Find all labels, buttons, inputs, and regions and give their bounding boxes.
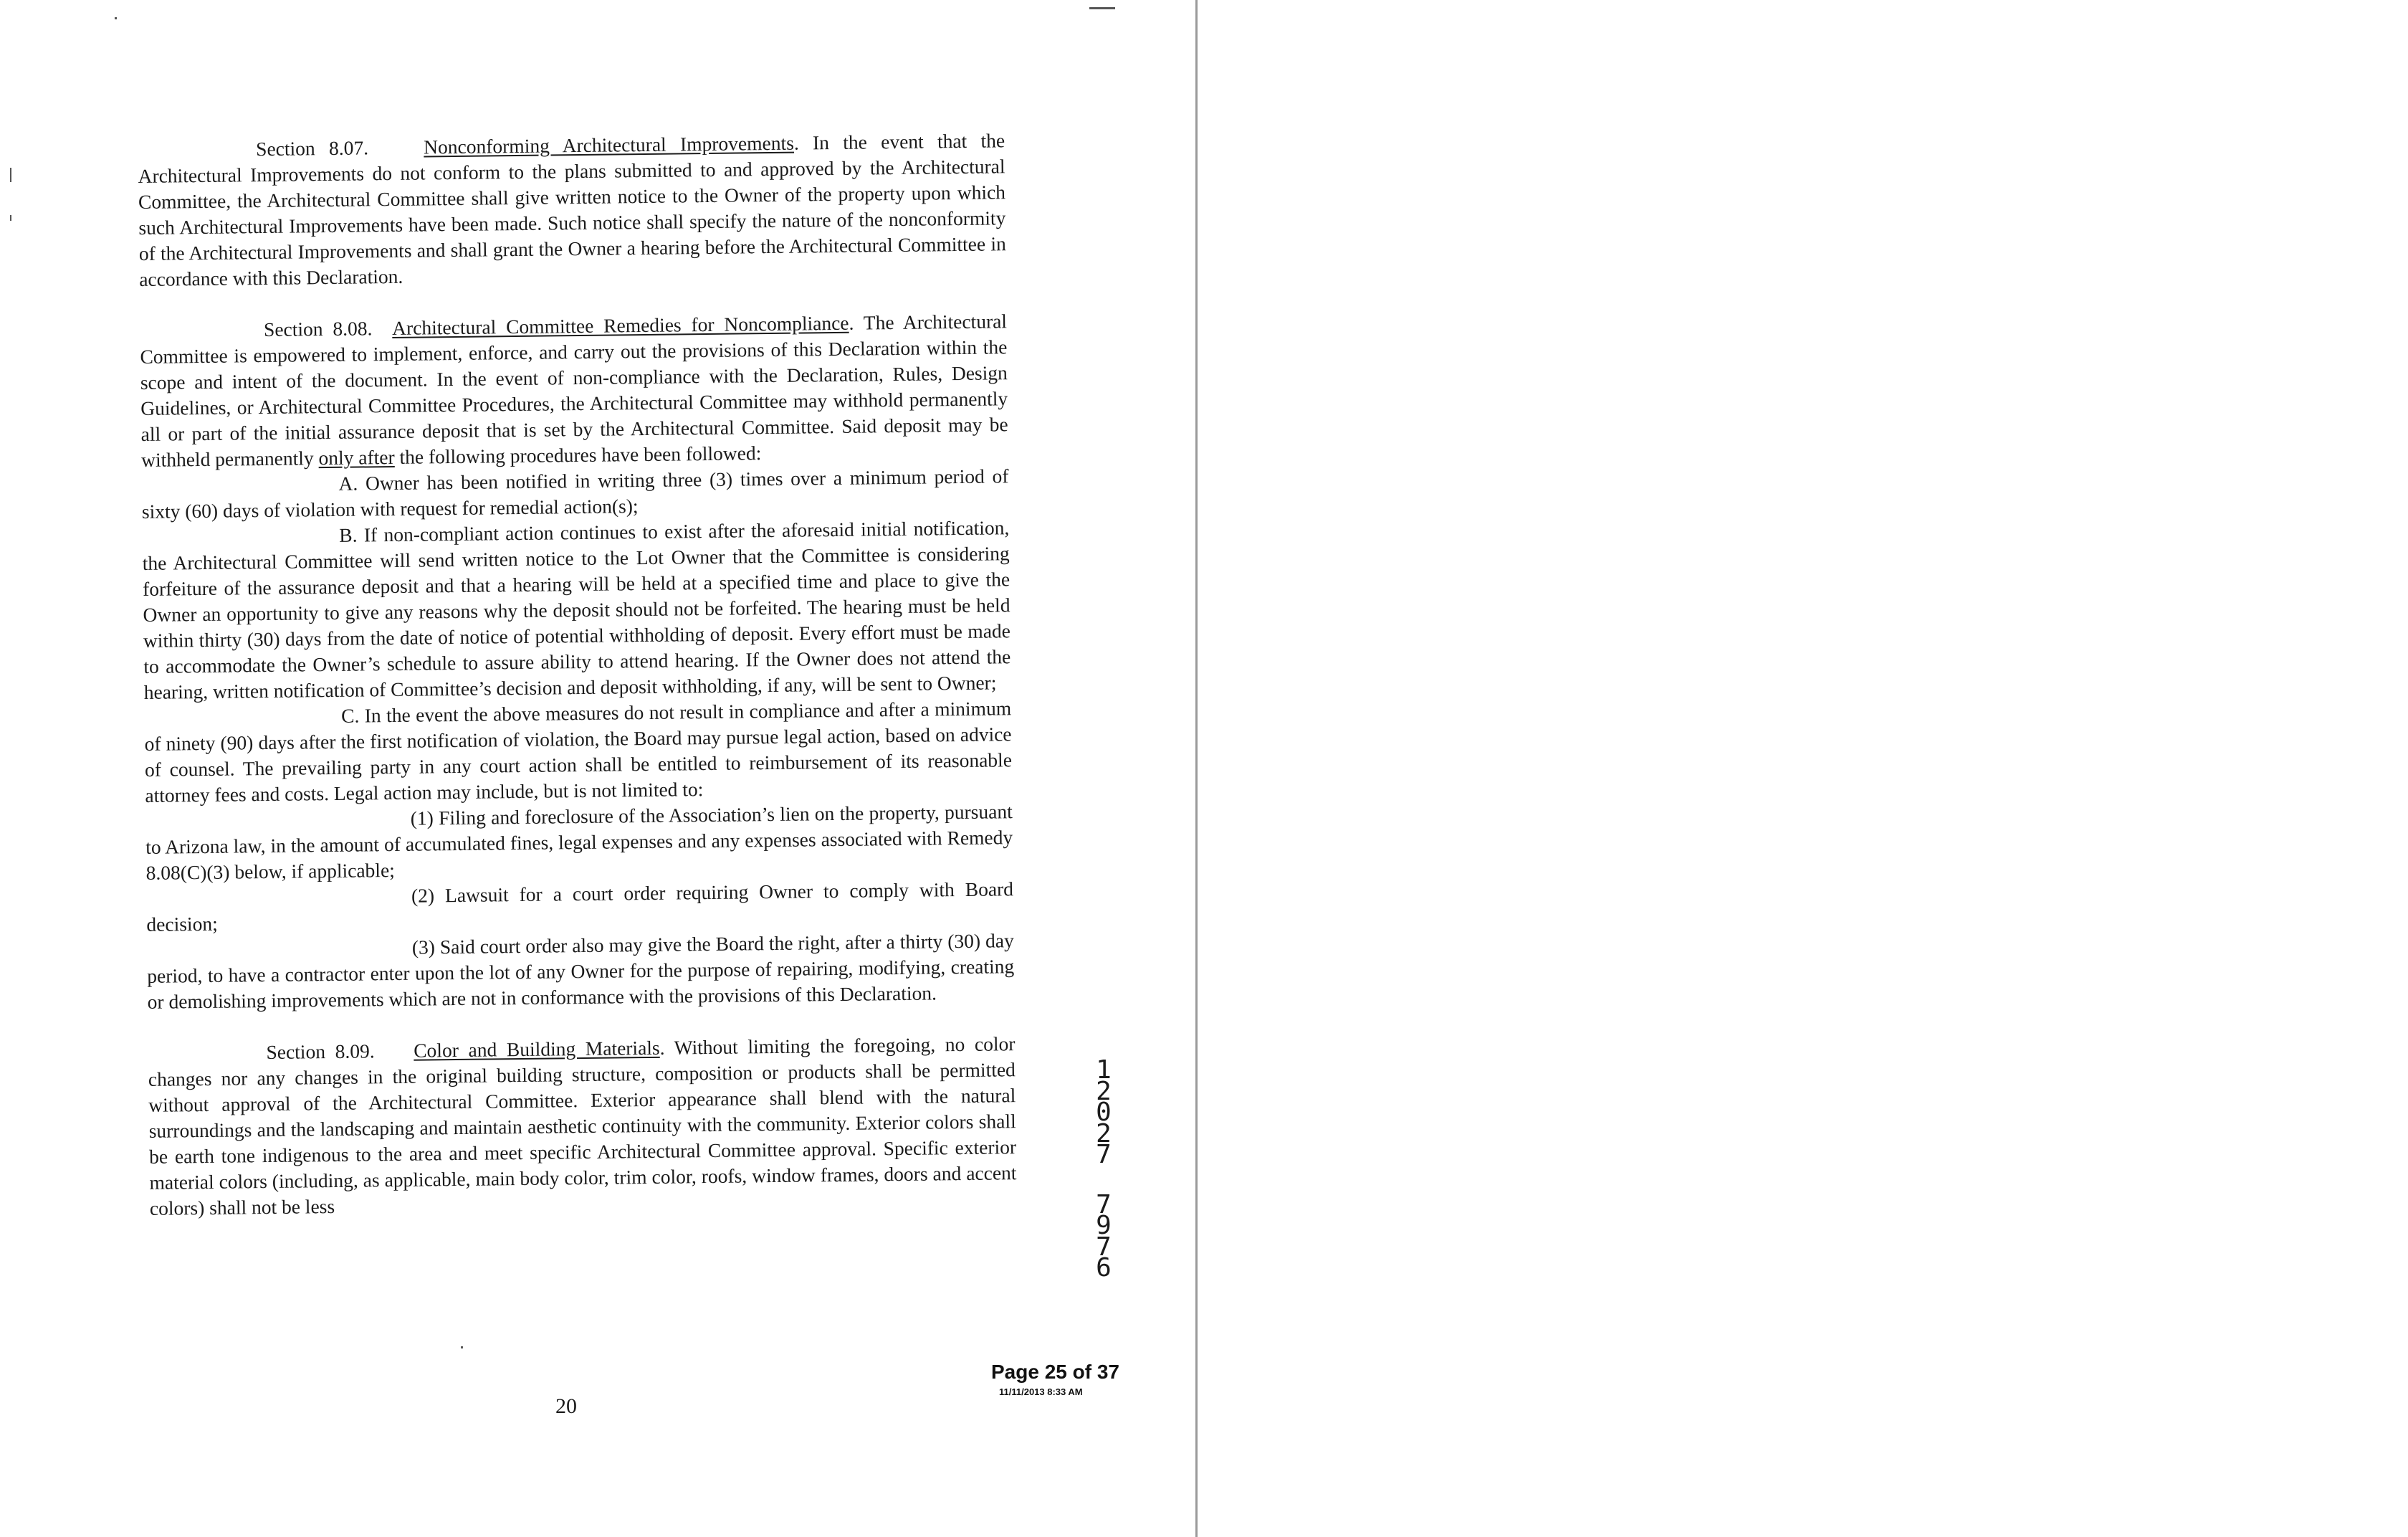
print-timestamp: 11/11/2013 8:33 AM <box>999 1386 1083 1397</box>
list-item-b: B. If non-compliant action continues to exist after the aforesaid initial notification, the Architectural Committee will send written notice to the Lot Owner that the Committee is considering forfeiture of the assurance deposit and that a hearing will be held at a specified time and place to give the Owner an opportunity to give any reasons why the deposit should not be forfeited. The hearing must be held within thirty (30) days from the date of notice of potential withholding of deposit. Every effort must be made to accommodate the Owner’s schedule to assure ability to attend hearing. If the Owner does not attend the hearing, written notification of Committee’s decision and deposit withholding, if any, will be sent to Owner; <box>142 516 1011 703</box>
section-heading: Architectural Committee Remedies for Noncompliance <box>391 311 849 339</box>
stamp-digit: 7 <box>1096 1140 1112 1169</box>
list-subitem-3: (3) Said court order also may give the Board the right, after a thirty (30) day period, to have a contractor enter upon the lot of any Owner for the purpose of repairing, modifying, creating or demolishing improvements which are not in conformance with the provisions of this Declaration. <box>147 929 1015 1013</box>
list-subitem-1: (1) Filing and foreclosure of the Association’s lien on the property, pursuant to Arizona law, in the amount of accumulated fines, legal expenses and any expenses associated with Remedy 8.08(C)(3) below, if applicable; <box>145 800 1013 884</box>
document-body <box>138 128 1017 1222</box>
page-counter: Page 25 of 37 <box>991 1361 1119 1383</box>
stamp-digit: 2 <box>1096 1118 1112 1148</box>
scan-speck <box>461 1346 463 1348</box>
section-text: . Without limiting the foregoing, no color changes nor any changes in the original building structure, composition or products shall be permitted without approval of the Architectural Committee. Exterior appearance shall blend with the natural surroundings and the landscaping and maintain aesthetic continuity with the community. Exterior colors shall be earth tone indigenous to the area and meet specific Architectural Committee approval. Specific exterior material colors (including, as applicable, main body color, trim color, roofs, window frames, doors and accent colors) shall not be less <box>148 1032 1017 1219</box>
blank-page-area <box>1198 0 2408 1537</box>
stamp-digit: 6 <box>1096 1253 1112 1283</box>
list-item-c: C. In the event the above measures do not result in compliance and after a minimum of ninety (90) days after the first notification of violation, the Board may pursue legal action, based on advice of counsel. The prevailing party in any court action shall be entitled to reimbursement of its reasonable attorney fees and costs. Legal action may include, but is not limited to: <box>144 697 1013 806</box>
section-8-07-paragraph <box>138 128 1006 292</box>
stamp-digit: 7 <box>1096 1189 1112 1219</box>
scan-speck <box>115 17 117 19</box>
stamp-digit: 2 <box>1096 1076 1112 1106</box>
emphasis-text: only after <box>318 445 395 470</box>
list-item-a: A. Owner has been notified in writing three (3) times over a minimum period of sixty (60) days of violation with request for remedial action(s); <box>141 465 1009 523</box>
section-label: Section 8.09. <box>266 1039 375 1064</box>
scan-top-dash <box>1089 7 1115 9</box>
section-heading: Color and Building Materials <box>414 1036 660 1062</box>
scan-edge-tick <box>10 215 11 221</box>
stamp-digit: 7 <box>1096 1232 1112 1262</box>
document-page <box>0 0 1195 1537</box>
section-text: . In the event that the Architectural Improvements do not conform to the plans submitted to and approved by the Architectural Committee, the Architectural Committee shall give written notice to the Owner of the property upon which such Architectural Improvements have been made. Such notice shall specify the nature of the nonconformity of the Architectural Improvements and shall grant the Owner a hearing before the Architectural Committee in accordance with this Declaration. <box>138 129 1006 290</box>
section-8-09-paragraph <box>148 1031 1017 1222</box>
scan-edge-tick <box>10 168 11 182</box>
stamp-digit: 1 <box>1096 1055 1112 1085</box>
list-subitem-2: (2) Lawsuit for a court order requiring Owner to comply with Board decision; <box>146 877 1014 936</box>
stamp-digit: 0 <box>1096 1098 1112 1127</box>
section-text: . The Architectural Committee is empowered to implement, enforce, and carry out the provisions of this Declaration within the scope and intent of the document. In the event of non-compliance with the Declaration, Rules, Design Guidelines, or Architectural Committee Procedures, the Architectural Committee may withhold permanently all or part of the initial assurance deposit that is set by the Architectural Committee. Said deposit may be withheld permanently <box>140 310 1008 471</box>
section-label: Section 8.07. <box>256 136 369 161</box>
section-text-after: the following procedures have been followed: <box>394 442 762 468</box>
recording-stamp <box>1089 1055 1118 1283</box>
stamp-digit: 9 <box>1096 1211 1112 1240</box>
section-8-08-paragraph <box>140 308 1008 473</box>
section-label: Section 8.08. <box>263 317 373 341</box>
page-number: 20 <box>555 1394 577 1418</box>
section-heading: Nonconforming Architectural Improvements <box>424 131 795 158</box>
